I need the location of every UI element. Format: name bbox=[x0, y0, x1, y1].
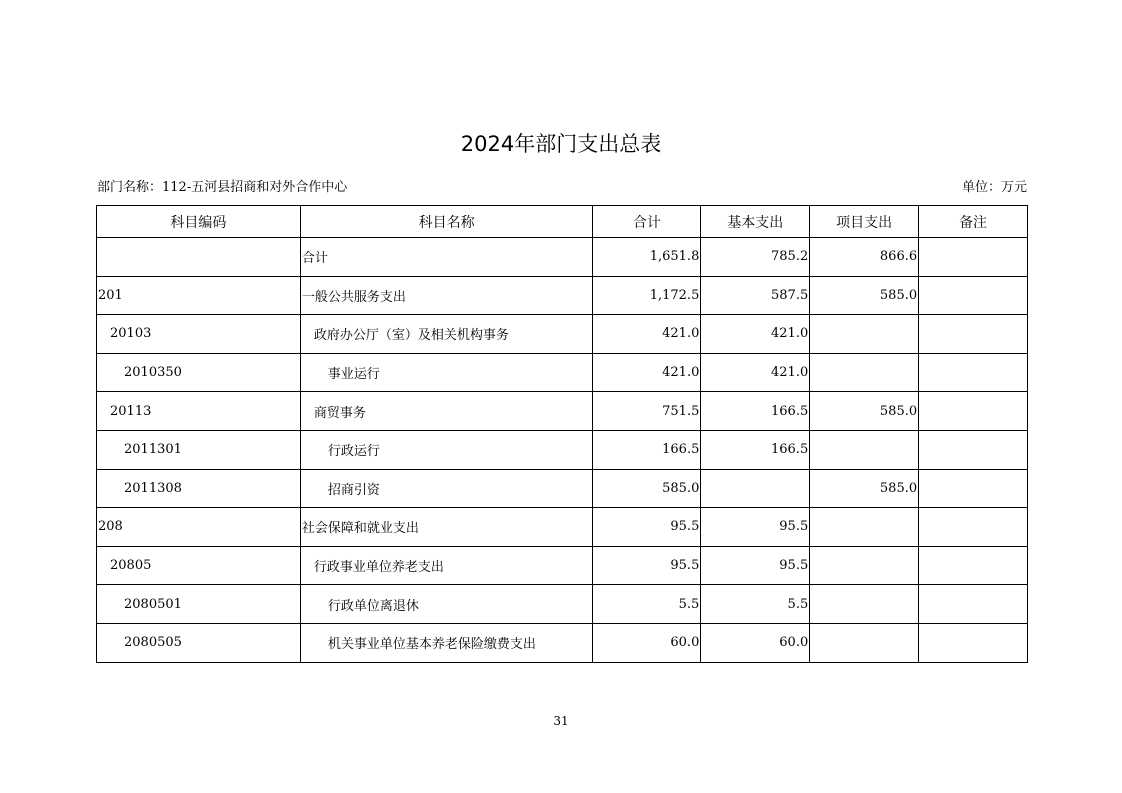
header-total: 合计 bbox=[593, 206, 701, 238]
cell-project bbox=[810, 546, 919, 585]
cell-code: 20805 bbox=[97, 546, 301, 585]
cell-note bbox=[919, 392, 1028, 431]
cell-note bbox=[919, 546, 1028, 585]
cell-code: 2080505 bbox=[97, 623, 301, 662]
table-row bbox=[97, 315, 1028, 354]
unit-label: 单位：万元 bbox=[961, 180, 1027, 195]
cell-project: 585.0 bbox=[810, 392, 919, 431]
cell-code: 2011301 bbox=[97, 430, 301, 469]
cell-note bbox=[919, 238, 1028, 277]
header-basic: 基本支出 bbox=[701, 206, 810, 238]
cell-note bbox=[919, 276, 1028, 315]
cell-total: 585.0 bbox=[593, 469, 701, 508]
cell-code: 2011308 bbox=[97, 469, 301, 508]
cell-total: 95.5 bbox=[593, 546, 701, 585]
cell-note bbox=[919, 469, 1028, 508]
cell-name: 事业运行 bbox=[300, 353, 593, 392]
table-row bbox=[97, 276, 1028, 315]
header-code: 科目编码 bbox=[97, 206, 301, 238]
table-header-row bbox=[97, 206, 1028, 238]
cell-project: 585.0 bbox=[810, 276, 919, 315]
page-title: 2024年部门支出总表 bbox=[460, 132, 662, 156]
cell-total: 166.5 bbox=[593, 430, 701, 469]
cell-note bbox=[919, 353, 1028, 392]
cell-name: 行政运行 bbox=[300, 430, 593, 469]
cell-code: 2080501 bbox=[97, 585, 301, 624]
cell-note bbox=[919, 585, 1028, 624]
cell-basic: 95.5 bbox=[701, 546, 810, 585]
cell-code: 201 bbox=[97, 276, 301, 315]
cell-note bbox=[919, 315, 1028, 354]
expenditure-table bbox=[96, 205, 1028, 663]
cell-name: 招商引资 bbox=[300, 469, 593, 508]
table-row bbox=[97, 353, 1028, 392]
department-label: 部门名称：112-五河县招商和对外合作中心 bbox=[97, 180, 348, 195]
header-project: 项目支出 bbox=[810, 206, 919, 238]
cell-note bbox=[919, 508, 1028, 547]
cell-name: 一般公共服务支出 bbox=[300, 276, 593, 315]
cell-total: 95.5 bbox=[593, 508, 701, 547]
cell-project bbox=[810, 315, 919, 354]
table-row bbox=[97, 430, 1028, 469]
cell-project: 866.6 bbox=[810, 238, 919, 277]
cell-name: 行政单位离退休 bbox=[300, 585, 593, 624]
cell-total: 421.0 bbox=[593, 315, 701, 354]
cell-basic bbox=[701, 469, 810, 508]
cell-basic: 5.5 bbox=[701, 585, 810, 624]
cell-name: 政府办公厅（室）及相关机构事务 bbox=[300, 315, 593, 354]
cell-name: 机关事业单位基本养老保险缴费支出 bbox=[300, 623, 593, 662]
table-row bbox=[97, 392, 1028, 431]
table-row bbox=[97, 238, 1028, 277]
cell-basic: 166.5 bbox=[701, 430, 810, 469]
cell-project: 585.0 bbox=[810, 469, 919, 508]
cell-code: 20103 bbox=[97, 315, 301, 354]
cell-basic: 421.0 bbox=[701, 315, 810, 354]
cell-project bbox=[810, 585, 919, 624]
cell-code bbox=[97, 238, 301, 277]
cell-code: 208 bbox=[97, 508, 301, 547]
cell-basic: 785.2 bbox=[701, 238, 810, 277]
cell-note bbox=[919, 623, 1028, 662]
cell-code: 20113 bbox=[97, 392, 301, 431]
cell-basic: 60.0 bbox=[701, 623, 810, 662]
header-name: 科目名称 bbox=[300, 206, 593, 238]
cell-name: 行政事业单位养老支出 bbox=[300, 546, 593, 585]
header-note: 备注 bbox=[919, 206, 1028, 238]
cell-name: 合计 bbox=[300, 238, 593, 277]
cell-basic: 95.5 bbox=[701, 508, 810, 547]
cell-total: 421.0 bbox=[593, 353, 701, 392]
cell-project bbox=[810, 623, 919, 662]
cell-total: 1,172.5 bbox=[593, 276, 701, 315]
table-row bbox=[97, 585, 1028, 624]
cell-note bbox=[919, 430, 1028, 469]
page-number: 31 bbox=[553, 714, 569, 728]
cell-code: 2010350 bbox=[97, 353, 301, 392]
cell-basic: 421.0 bbox=[701, 353, 810, 392]
table-row bbox=[97, 623, 1028, 662]
cell-name: 社会保障和就业支出 bbox=[300, 508, 593, 547]
cell-total: 60.0 bbox=[593, 623, 701, 662]
cell-basic: 166.5 bbox=[701, 392, 810, 431]
cell-project bbox=[810, 430, 919, 469]
cell-total: 5.5 bbox=[593, 585, 701, 624]
table-row bbox=[97, 508, 1028, 547]
cell-project bbox=[810, 508, 919, 547]
cell-project bbox=[810, 353, 919, 392]
cell-total: 1,651.8 bbox=[593, 238, 701, 277]
table-row bbox=[97, 546, 1028, 585]
cell-name: 商贸事务 bbox=[300, 392, 593, 431]
cell-basic: 587.5 bbox=[701, 276, 810, 315]
table-row bbox=[97, 469, 1028, 508]
cell-total: 751.5 bbox=[593, 392, 701, 431]
